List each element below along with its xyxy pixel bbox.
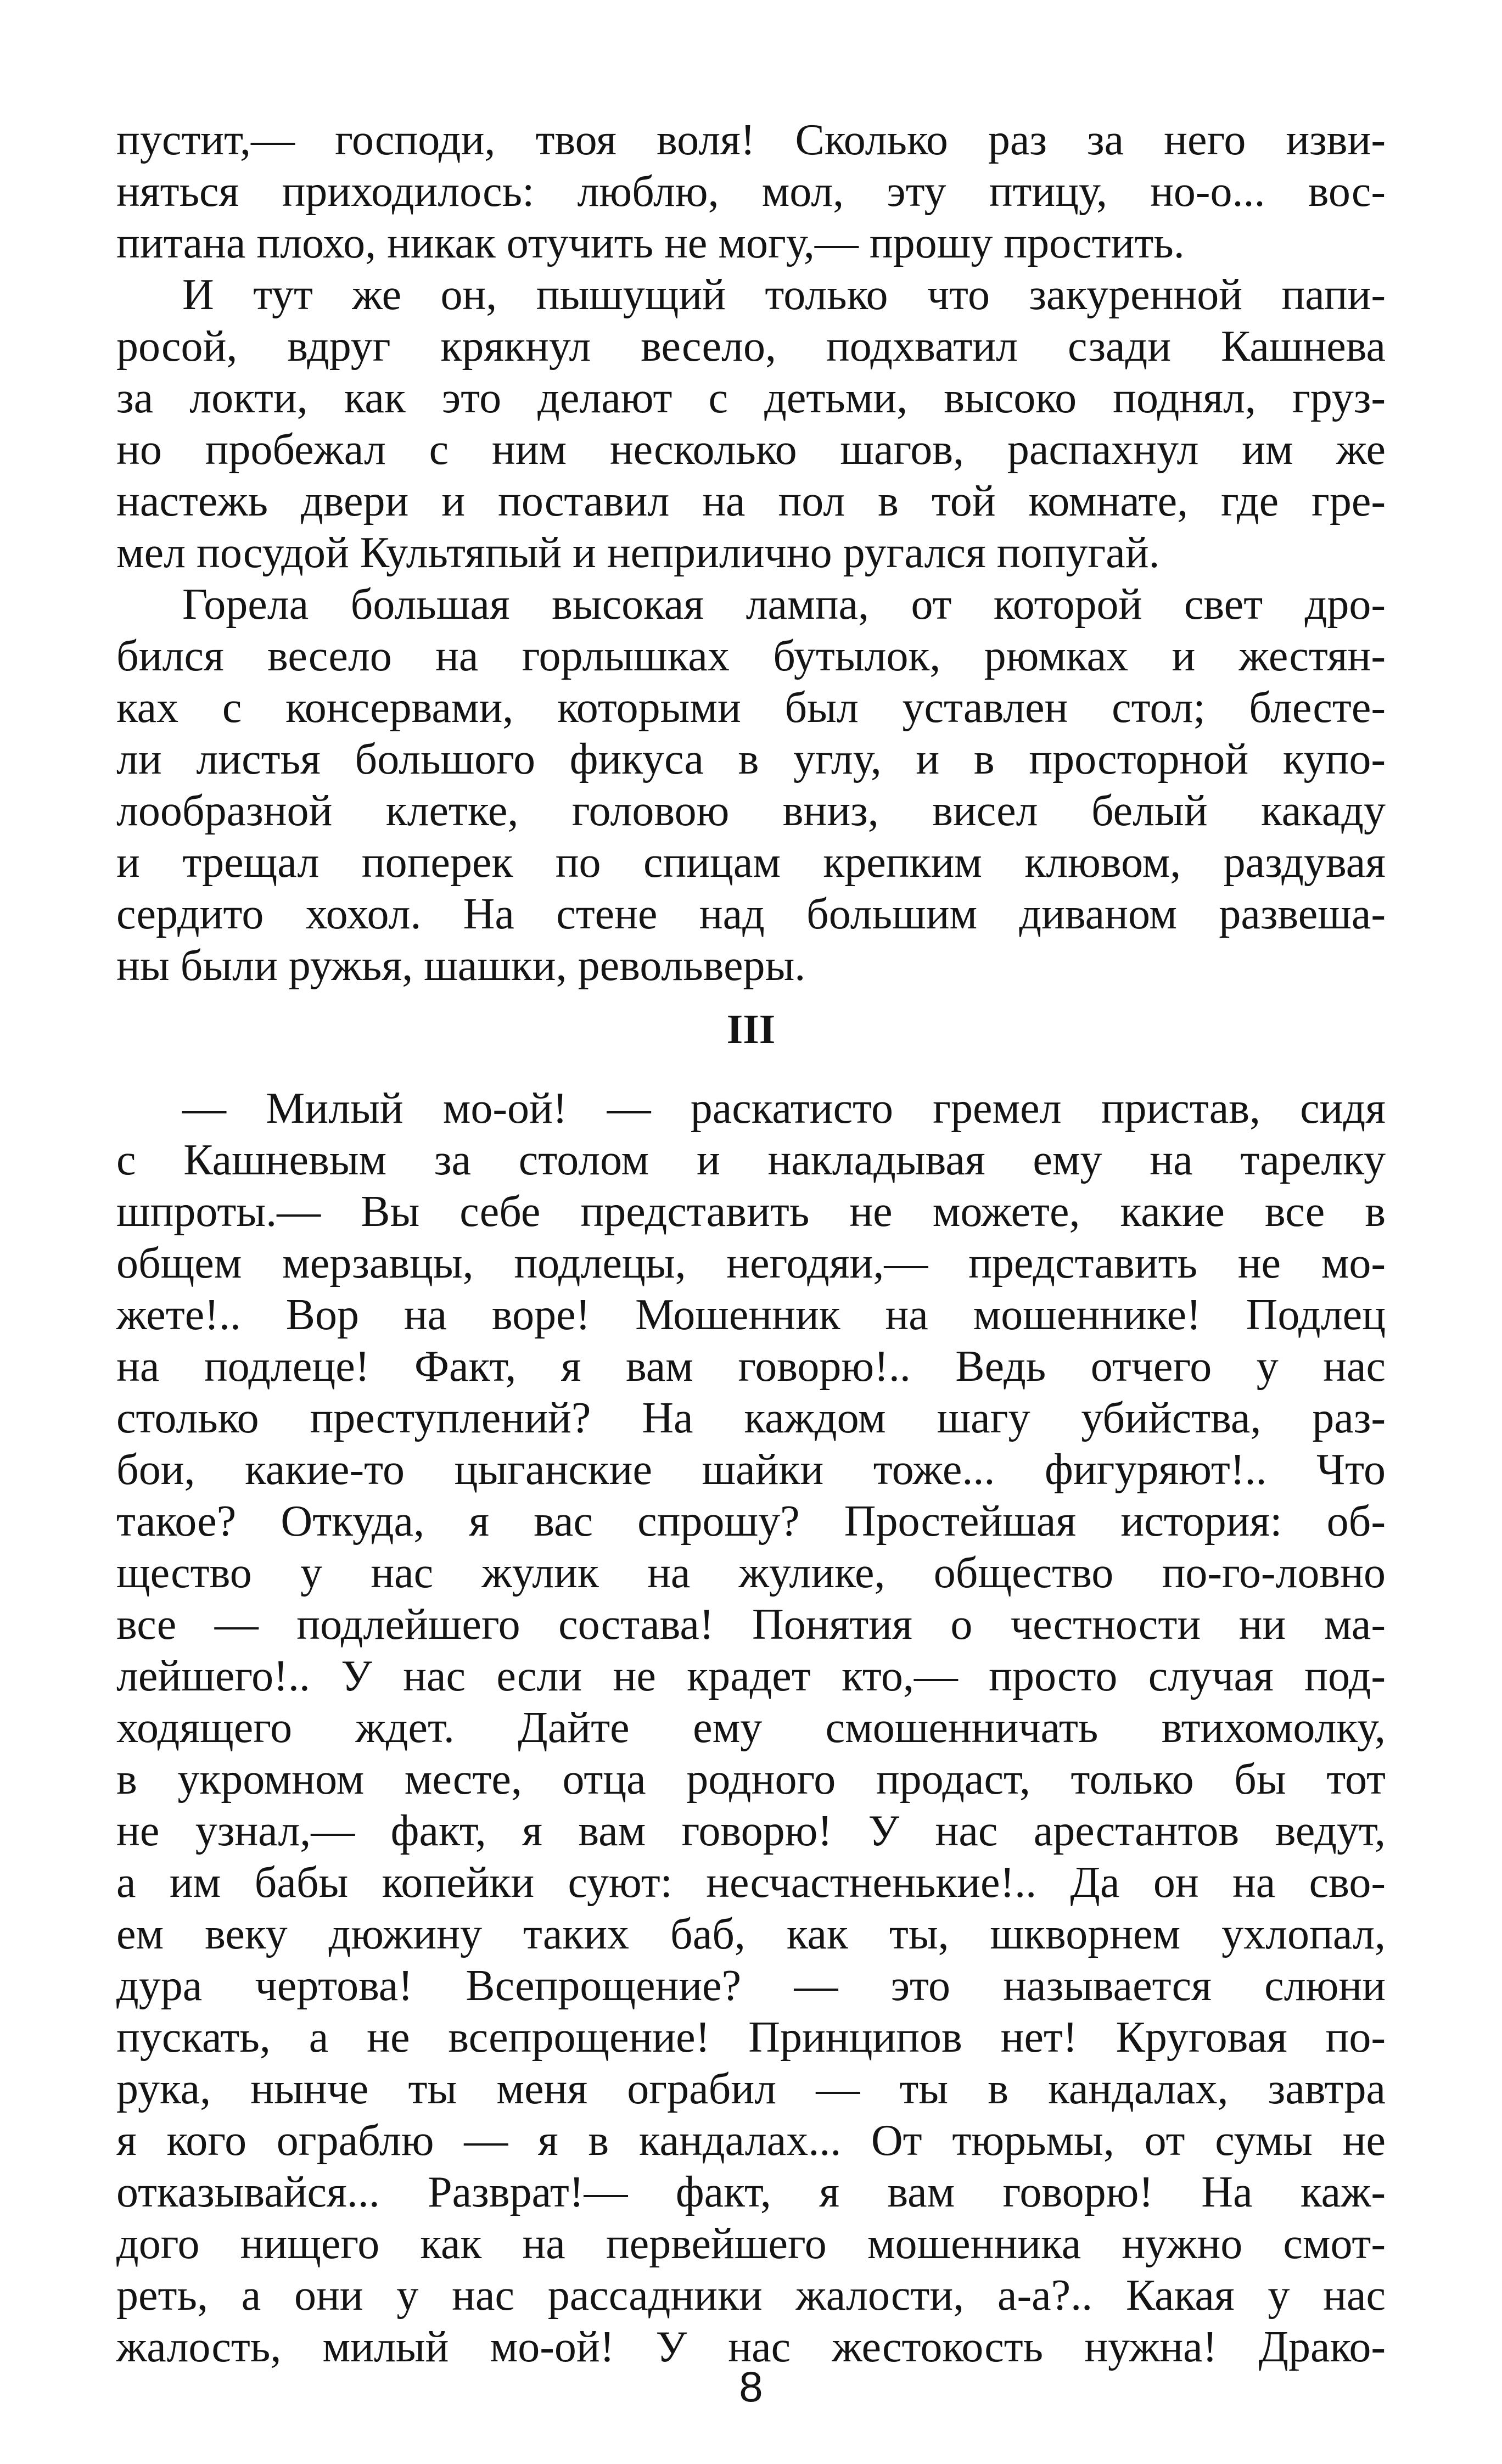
- text-line: столько преступлений? На каждом шагу убийства, раз-: [116, 1394, 1386, 1442]
- text-line: за локти, как это делают с детьми, высоко поднял, груз-: [116, 374, 1386, 422]
- text-line: ках с консервами, которыми был уставлен стол; блесте-: [116, 684, 1386, 732]
- text-line: не узнал,— факт, я вам говорю! У нас арестантов ведут,: [116, 1807, 1386, 1855]
- text-line: няться приходилось: люблю, мол, эту птицу, но-о... вос-: [116, 167, 1386, 216]
- text-line: дура чертова! Всепрощение? — это называется слюни: [116, 1962, 1386, 2010]
- text-line: мел посудой Культяпый и неприлично ругался попугай.: [116, 529, 1160, 577]
- text-line: жалость, милый мо-ой! У нас жестокость нужна! Драко-: [116, 2323, 1386, 2371]
- text-line: жете!.. Вор на воре! Мошенник на мошеннике! Подлец: [116, 1291, 1386, 1339]
- text-line: сердито хохол. На стене над большим диваном развеша-: [116, 890, 1386, 938]
- text-line: такое? Откуда, я вас спрошу? Простейшая история: об-: [116, 1497, 1386, 1545]
- text-line: бился весело на горлышках бутылок, рюмках и жестян-: [116, 632, 1386, 680]
- text-line: ходящего ждет. Дайте ему смошенничать втихомолку,: [116, 1704, 1386, 1752]
- text-line: питана плохо, никак отучить не могу,— прошу простить.: [116, 219, 1185, 267]
- section-heading: III: [726, 1006, 776, 1052]
- text-line: ны были ружья, шашки, револьверы.: [116, 942, 806, 990]
- text-line: на подлеце! Факт, я вам говорю!.. Ведь отчего у нас: [116, 1342, 1386, 1391]
- text-line: в укромном месте, отца родного продаст, только бы тот: [116, 1755, 1386, 1804]
- text-line: рука, нынче ты меня ограбил — ты в кандалах, завтра: [116, 2065, 1386, 2113]
- text-line: лейшего!.. У нас если не крадет кто,— просто случая под-: [116, 1652, 1386, 1700]
- text-line: а им бабы копейки суют: несчастненькие!.. Да он на сво-: [116, 1858, 1386, 1907]
- text-line: ем веку дюжину таких баб, как ты, шкворнем ухлопал,: [116, 1910, 1386, 1958]
- text-line: шпроты.— Вы себе представить не можете, какие все в: [116, 1188, 1386, 1236]
- text-line: общем мерзавцы, подлецы, негодяи,— представить не мо-: [116, 1239, 1386, 1287]
- text-line: росой, вдруг крякнул весело, подхватил сзади Кашнева: [116, 322, 1386, 371]
- text-line: пускать, а не всепрощение! Принципов нет! Круговая по-: [116, 2013, 1386, 2062]
- text-line: дого нищего как на первейшего мошенника нужно смот-: [116, 2220, 1386, 2268]
- text-line: отказывайся... Разврат!— факт, я вам говорю! На каж-: [116, 2168, 1386, 2216]
- text-line: И тут же он, пышущий только что закуренной папи-: [182, 271, 1386, 319]
- text-line: пустит,— господи, твоя воля! Сколько раз за него изви-: [116, 116, 1386, 164]
- text-line: — Милый мо-ой! — раскатисто гремел пристав, сидя: [182, 1084, 1386, 1133]
- text-line: настежь двери и поставил на пол в той комнате, где гре-: [116, 477, 1386, 525]
- text-line: Горела большая высокая лампа, от которой свет дро-: [182, 580, 1386, 629]
- text-block-bottom: [116, 1083, 1386, 2373]
- page-number: 8: [739, 2362, 763, 2411]
- text-line: все — подлейшего состава! Понятия о честности ни ма-: [116, 1600, 1386, 1649]
- text-line: щество у нас жулик на жулике, общество по-го-ловно: [116, 1549, 1386, 1597]
- text-line: и трещал поперек по спицам крепким клювом, раздувая: [116, 838, 1386, 887]
- text-line: лообразной клетке, головою вниз, висел белый какаду: [116, 787, 1386, 835]
- text-line: бои, какие-то цыганские шайки тоже... фигуряют!.. Что: [116, 1446, 1386, 1494]
- text-line: но пробежал с ним несколько шагов, распахнул им же: [116, 425, 1386, 474]
- text-line: с Кашневым за столом и накладывая ему на тарелку: [116, 1136, 1386, 1184]
- text-block-top: [116, 114, 1386, 992]
- text-line: реть, а они у нас рассадники жалости, а-а?.. Какая у нас: [116, 2271, 1386, 2320]
- text-line: ли листья большого фикуса в углу, и в просторной купо-: [116, 735, 1386, 783]
- text-line: я кого ограблю — я в кандалах... От тюрьмы, от сумы не: [116, 2116, 1386, 2165]
